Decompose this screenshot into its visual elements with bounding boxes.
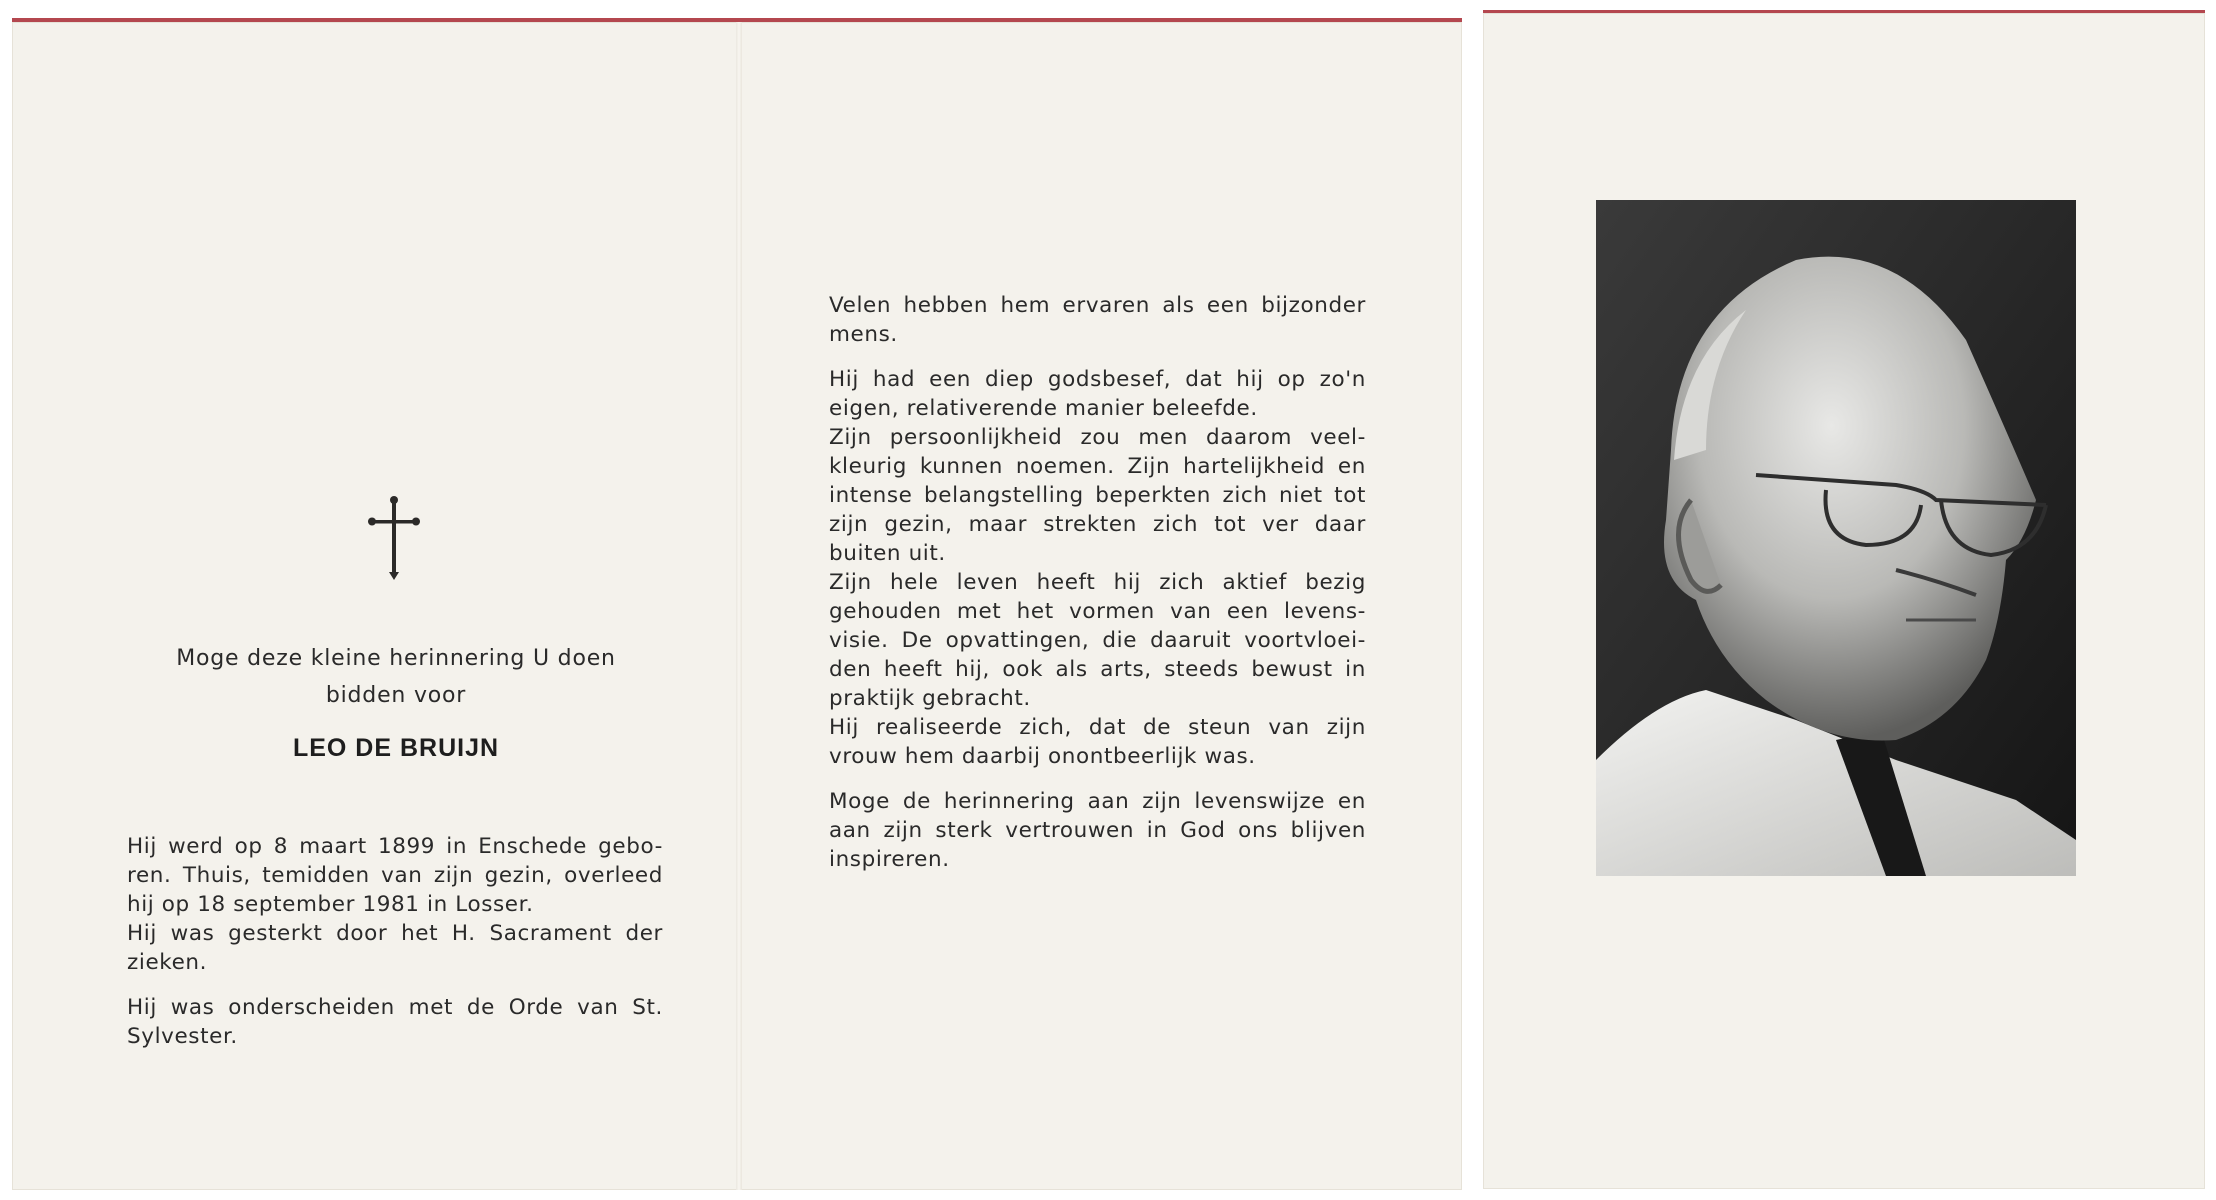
bio-paragraph: Hij was onderscheiden met de Orde van St. Sylvester. (127, 995, 663, 1049)
prayer-text (132, 640, 660, 714)
tribute-paragraph: Moge de herinnering aan zijn levenswijze en aan zijn sterk vertrouwen in God ons blijven inspireren. (829, 789, 1366, 872)
biography (127, 832, 663, 1051)
tribute-paragraph: Hij realiseerde zich, dat de steun van zijn vrouw hem daarbij onontbeerlijk was. (829, 715, 1366, 769)
tribute-paragraph: Zijn hele leven heeft hij zich aktief bezig gehouden met het vormen van een levens-visie. De opvattingen, die daaruit voortvloei-den heeft hij, ook als arts, steeds bewust in praktijk gebracht. (829, 570, 1366, 711)
memorial-card-inner (12, 18, 1462, 1190)
tribute-paragraph: Zijn persoonlijkheid zou men daarom veel-kleurig kunnen noemen. Zijn hartelijkheid en intense belangstelling beperkten zich niet tot zijn gezin, maar strekten zich tot ver daar buiten uit. (829, 425, 1366, 566)
prayer-line: bidden voor (325, 683, 467, 708)
deceased-name: LEO DE BRUIJN (292, 734, 500, 762)
prayer-line: Moge deze kleine herinnering U doen (176, 646, 616, 671)
bio-paragraph: Hij was gesterkt door het H. Sacrament der zieken. (127, 921, 663, 975)
bio-paragraph: Hij werd op 8 maart 1899 in Enschede gebo-ren. Thuis, temidden van zijn gezin, overleed hij op 18 september 1981 in Losser. (127, 834, 663, 917)
tribute-paragraph: Velen hebben hem ervaren als een bijzonder mens. (829, 293, 1366, 347)
tribute-paragraph: Hij had een diep godsbesef, dat hij op zo'n eigen, relativerende manier beleefde. (829, 367, 1366, 421)
card-fold (736, 22, 742, 1190)
portrait-photo (1596, 200, 2076, 876)
cross-icon (362, 492, 426, 582)
memorial-card-front (1483, 10, 2205, 1189)
tribute-text (829, 291, 1366, 874)
